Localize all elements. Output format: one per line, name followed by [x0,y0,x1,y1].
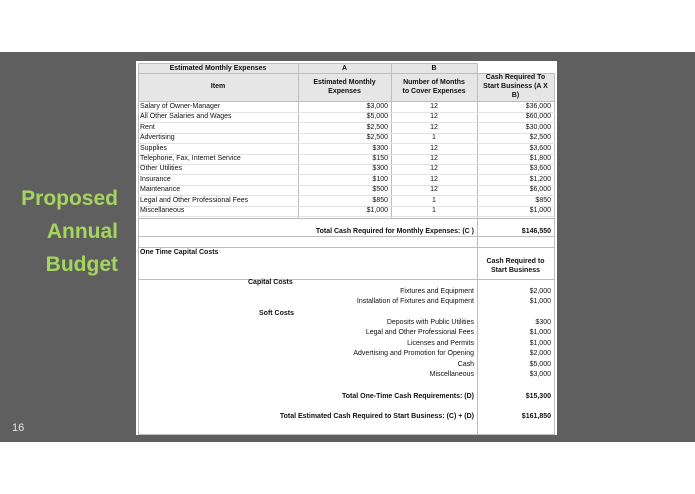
budget-spreadsheet [136,61,557,435]
soft-row-value: $1,000 [529,339,551,347]
monthly-row-item: Telephone, Fax, Internet Service [140,155,241,162]
monthly-row-item: All Other Salaries and Wages [140,113,232,121]
column-letter-b: B [431,65,437,72]
monthly-row-c: $1,800 [529,155,551,162]
header-c-line-3: B) [511,92,520,99]
header-b-line-1: Number of Months [403,79,465,86]
monthly-row-a: $2,500 [366,134,388,142]
onetime-section-title: One Time Capital Costs [140,249,219,256]
monthly-row-item: Insurance [140,175,171,183]
monthly-row-c: $1,200 [529,175,551,183]
monthly-row-item: Legal and Other Professional Fees [140,196,249,204]
page-number: 16 [12,422,25,434]
soft-row-item: Legal and Other Professional Fees [365,329,474,337]
monthly-row-a: $2,500 [366,123,388,131]
soft-row-item: Cash [457,360,474,368]
soft-row-item: Deposits with Public Utilities [386,319,474,326]
header-item: Item [210,83,226,90]
monthly-row-b: 12 [430,186,438,194]
monthly-row-item: Salary of Owner-Manager [140,103,221,110]
soft-row-item: Licenses and Permits [407,339,474,347]
monthly-row-c: $30,000 [525,123,551,131]
monthly-row-a: $300 [372,144,388,152]
soft-costs-label: Soft Costs [259,310,294,317]
onetime-col-header-line-1: Cash Required to [486,258,545,265]
monthly-row-b: 1 [432,196,436,204]
monthly-row-c: $3,600 [529,144,551,152]
monthly-row-b: 1 [432,134,436,142]
onetime-col-header-line-2: Start Business [490,267,541,274]
capital-row-value: $2,000 [529,288,551,295]
capital-costs-label: Capital Costs [248,279,293,286]
soft-row-item: Miscellaneous [429,371,474,378]
monthly-row-item: Other Utilities [140,165,183,173]
monthly-row-item: Rent [140,123,155,131]
monthly-row-b: 12 [430,165,438,173]
monthly-row-b: 12 [430,123,438,131]
monthly-row-b: 12 [430,155,438,162]
grand-total-value: $161,850 [521,413,551,420]
monthly-row-item: Supplies [140,144,167,152]
monthly-row-c: $850 [535,196,551,204]
monthly-row-item: Advertising [140,134,175,142]
monthly-row-a: $150 [372,155,388,162]
monthly-row-item: Maintenance [140,186,181,194]
slide-title [8,182,118,281]
monthly-row-a: $500 [372,186,388,194]
soft-row-value: $300 [535,319,551,326]
monthly-row-a: $3,000 [366,103,388,110]
monthly-row-c: $60,000 [525,113,551,121]
header-b-line-2: to Cover Expenses [402,88,466,95]
soft-row-value: $5,000 [529,360,551,368]
column-letter-a: A [341,65,348,72]
monthly-row-b: 12 [430,113,438,121]
capital-row-item: Installation of Fixtures and Equipment [356,298,474,306]
monthly-section-title: Estimated Monthly Expenses [169,65,267,72]
header-a-line-2: Expenses [328,88,361,95]
soft-row-value: $1,000 [529,329,551,337]
capital-row-item: Fixtures and Equipment [400,288,474,295]
soft-row-item: Advertising and Promotion for Opening [353,350,474,358]
onetime-total-label: Total One-Time Cash Requirements: (D) [342,393,474,400]
monthly-row-a: $5,000 [366,113,388,121]
onetime-total-value: $15,300 [525,393,551,400]
monthly-row-b: 1 [432,207,436,214]
slide-title-line-3: Budget [45,253,118,276]
monthly-row-c: $1,000 [529,207,551,214]
monthly-row-a: $300 [372,165,388,173]
monthly-row-a: $850 [372,196,388,204]
monthly-row-c: $3,600 [529,165,551,173]
monthly-row-c: $6,000 [529,186,551,194]
header-c-line-1: Cash Required To [485,74,546,81]
slide-title-line-1: Proposed [21,187,118,210]
monthly-row-a: $100 [372,175,388,183]
soft-row-value: $3,000 [529,371,551,378]
monthly-row-b: 12 [430,144,438,152]
soft-row-value: $2,000 [529,350,551,358]
monthly-row-c: $2,500 [529,134,551,142]
monthly-total-label: Total Cash Required for Monthly Expenses: (C ) [315,228,474,235]
monthly-row-b: 12 [430,175,438,183]
header-a-line-1: Estimated Monthly [313,79,376,86]
header-c-line-2: Start Business (A X [483,83,548,90]
monthly-row-b: 12 [430,103,438,110]
monthly-row-c: $36,000 [525,103,551,110]
capital-row-value: $1,000 [529,298,551,306]
grand-total-label: Total Estimated Cash Required to Start Business: (C) + (D) [279,413,474,420]
monthly-total-value: $146,550 [521,228,551,235]
slide-title-line-2: Annual [46,220,118,243]
monthly-row-item: Miscellaneous [140,207,185,214]
monthly-row-a: $1,000 [366,207,388,214]
